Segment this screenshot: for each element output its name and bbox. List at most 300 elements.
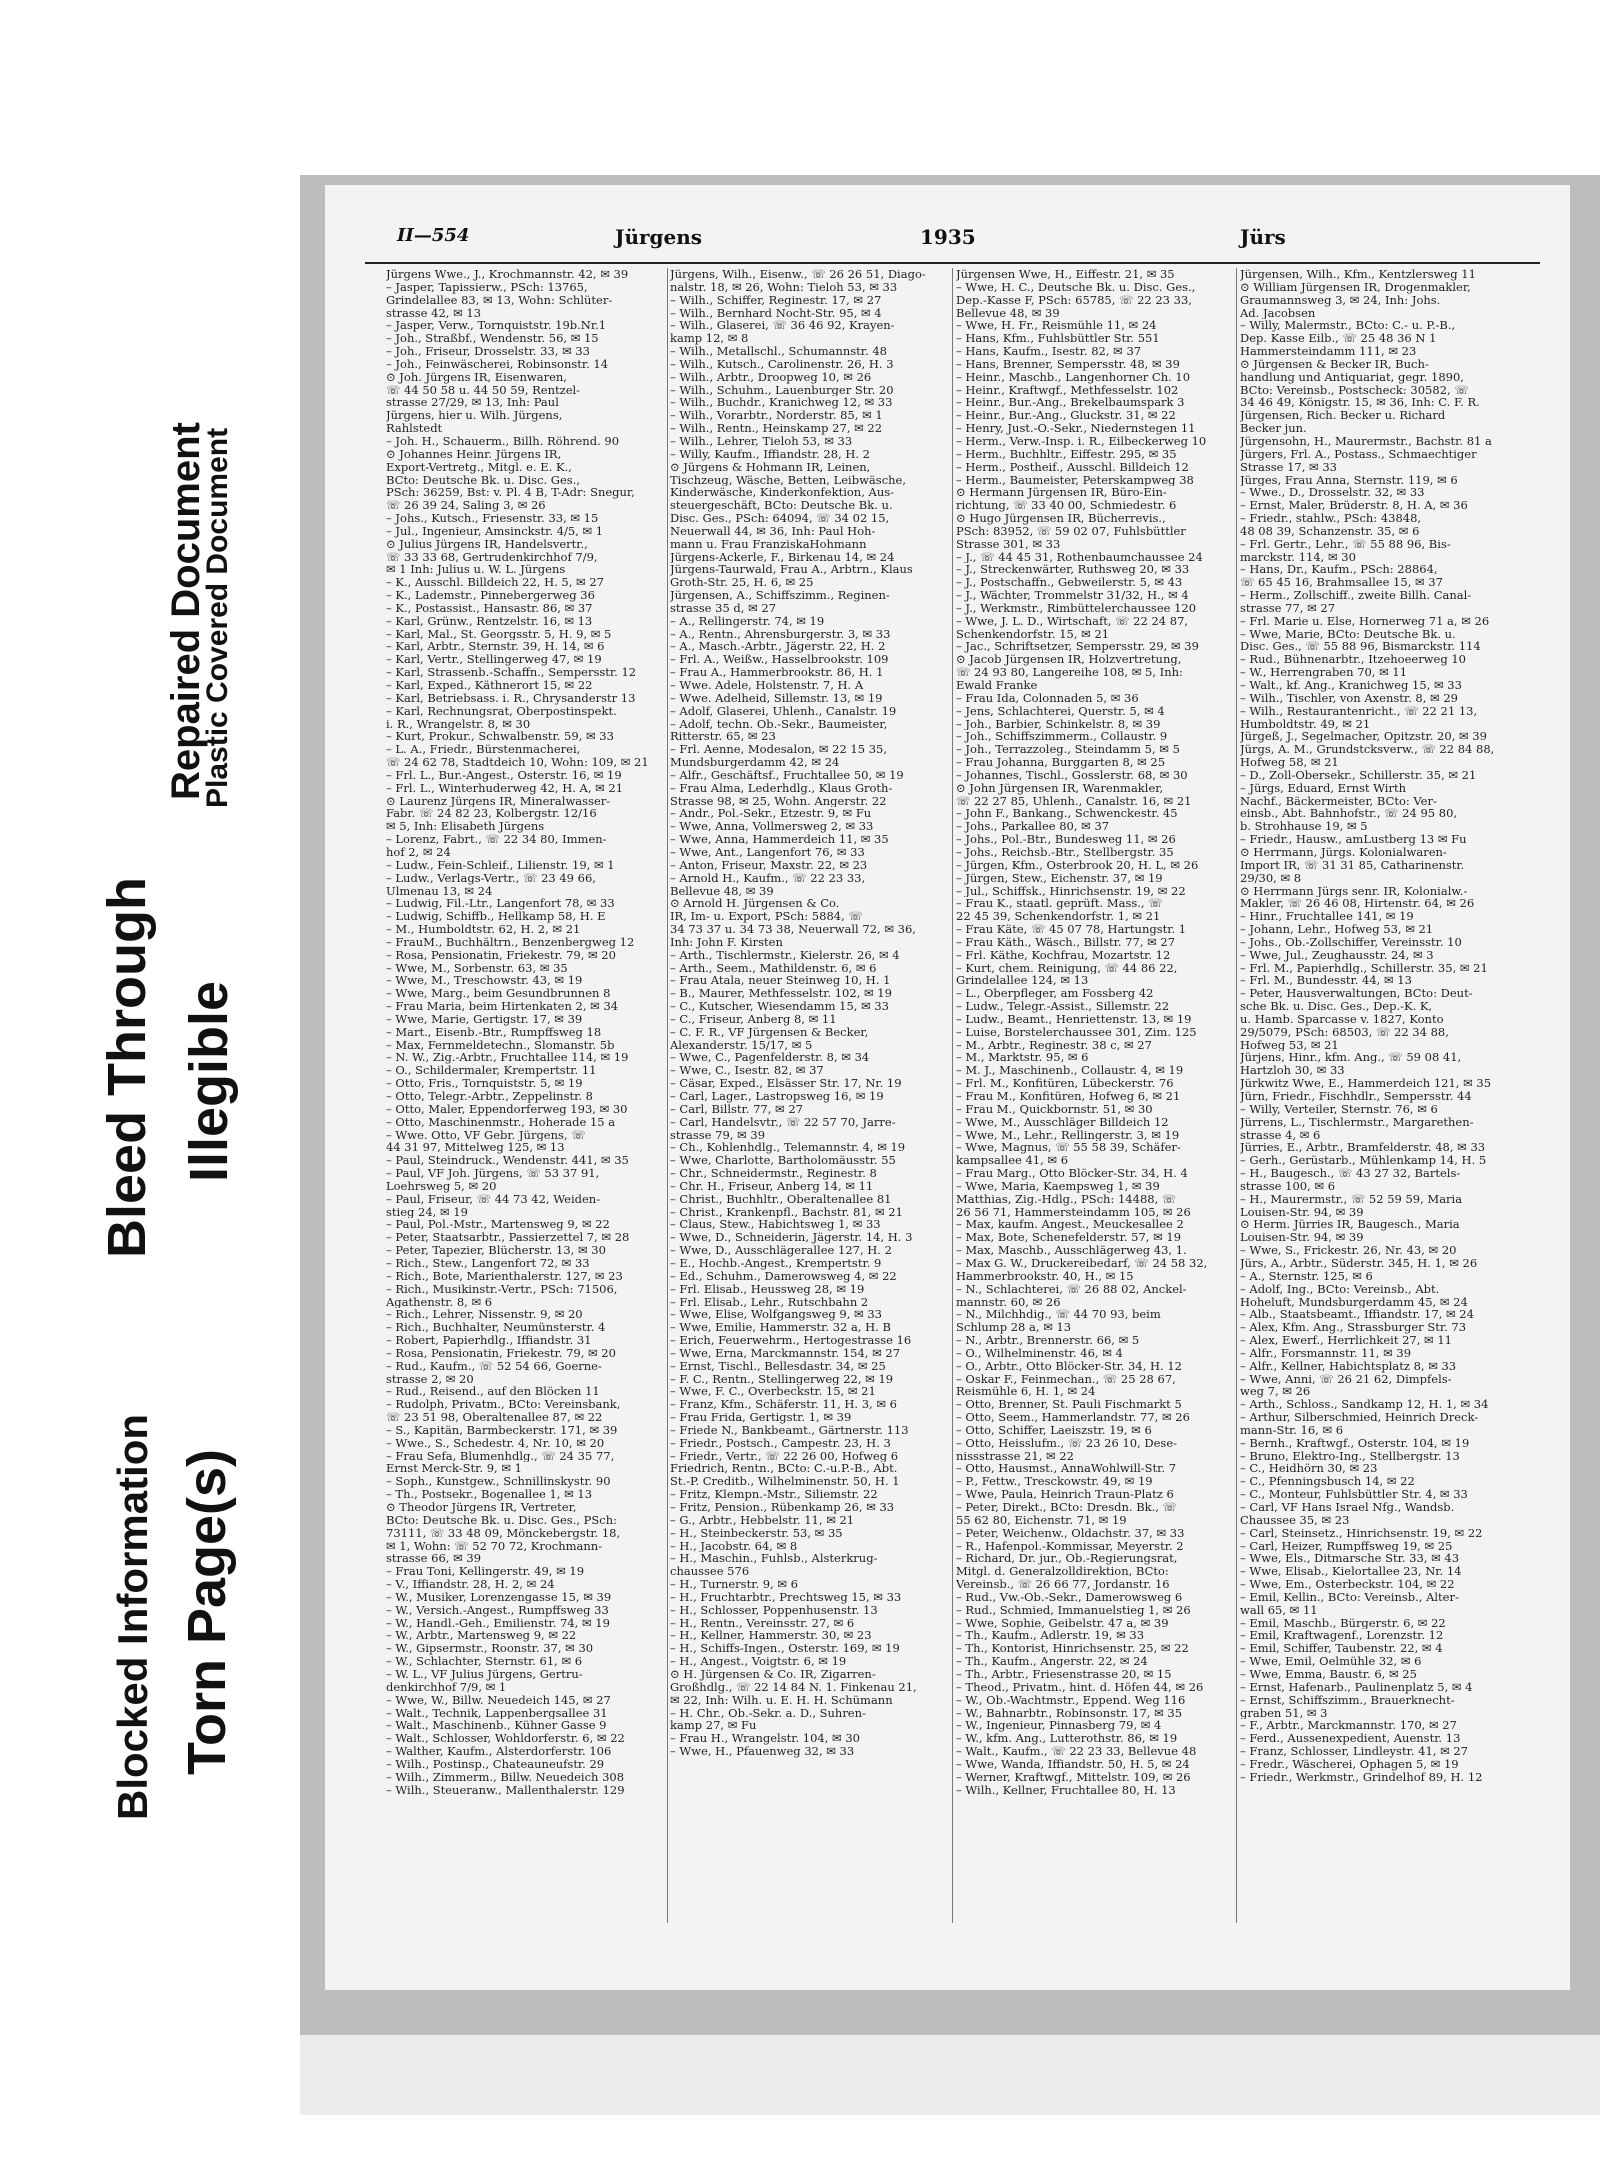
directory-line: ☏ 44 50 58 u. 44 50 59, Rentzel-	[386, 383, 581, 397]
directory-line: – Carl, VF Hans Israel Nfg., Wandsb.	[1240, 1501, 1455, 1514]
directory-line: – Wilh., Postinsp., Chateauneufstr. 29	[386, 1757, 605, 1771]
directory-line: Jürs, A., Arbtr., Süderstr. 345, H. 1, ✉ 26	[1240, 1256, 1478, 1270]
directory-line: ⊙ Laurenz Jürgens IR, Mineralwasser-	[386, 794, 611, 808]
directory-line: 22 45 39, Schenkendorfstr. 1, ✉ 21	[956, 910, 1161, 924]
directory-line: – L. A., Friedr., Bürstenmacherei,	[386, 743, 581, 757]
directory-line: – Gerh., Gerüstarb., Mühlenkamp 14, H. 5	[1240, 1154, 1487, 1168]
directory-line: – C., Heidhörn 30, ✉ 23	[1240, 1462, 1378, 1476]
directory-line: – Otto, Seem., Hammerlandstr. 77, ✉ 26	[956, 1411, 1190, 1424]
directory-line: – Jens, Schlachterei, Querstr. 5, ✉ 4	[956, 704, 1165, 718]
directory-line: Becker jun.	[1240, 422, 1307, 435]
directory-line: nissstrasse 21, ✉ 22	[956, 1449, 1074, 1463]
directory-line: – Wilh., Tischler, von Axenstr. 8, ✉ 29	[1240, 691, 1458, 705]
directory-line: BCto: Deutsche Bk. u. Disc. Ges., PSch:	[386, 1513, 617, 1527]
directory-line: Jürrens, L., Tischlermstr., Margarethen-	[1240, 1115, 1474, 1129]
directory-line: ⊙ Joh. Jürgens IR, Eisenwaren,	[386, 370, 567, 384]
directory-line: ⊙ Hugo Jürgensen IR, Bücherrevis.,	[956, 512, 1166, 525]
directory-line: – Lorenz, Fabrt., ☏ 22 34 80, Immen-	[386, 833, 607, 846]
directory-line: Dep. Kasse Eilb., ☏ 25 48 36 N 1	[1240, 332, 1437, 346]
directory-line: Jürges, Frau Anna, Sternstr. 119, ✉ 6	[1240, 473, 1458, 487]
directory-line: – Anton, Friseur, Maxstr. 22, ✉ 23	[670, 858, 868, 872]
directory-line: – Herm., Baumeister, Peterskampweg 38	[956, 473, 1194, 487]
directory-line: – Kurt, Prokur., Schwalbenstr. 59, ✉ 33	[386, 730, 614, 744]
directory-line: – Wwe., D., Drosselstr. 32, ✉ 33	[1240, 486, 1425, 500]
directory-line: – K., Ausschl. Billdeich 22, H. 5, ✉ 27	[386, 576, 604, 590]
directory-line: mann u. Frau FranziskaHohmann	[670, 537, 867, 551]
directory-line: – Joh., Friseur, Drosselstr. 33, ✉ 33	[386, 345, 590, 358]
directory-line: – Willy, Kaufm., Iffiandstr. 28, H. 2	[670, 447, 871, 461]
directory-line: Schlump 28 a, ✉ 13	[956, 1321, 1072, 1335]
directory-line: i. R., Wrangelstr. 8, ✉ 30	[386, 717, 531, 731]
directory-line: – Luise, Borstelerchaussee 301, Zim. 125	[956, 1025, 1197, 1039]
directory-line: – A., Masch.-Arbtr., Jägerstr. 22, H. 2	[670, 640, 886, 654]
directory-line: – Rich., Lehrer, Nissenstr. 9, ✉ 20	[386, 1308, 583, 1322]
directory-line: – K., Postassist., Hansastr. 86, ✉ 37	[386, 601, 593, 615]
directory-line: – Ludw., Beamt., Henriettenstr. 13, ✉ 19	[956, 1012, 1192, 1026]
directory-line: Louisen-Str. 94, ✉ 39	[1240, 1205, 1364, 1219]
directory-line: – Rud., Reisend., auf den Blöcken 11	[386, 1385, 600, 1399]
directory-line: – M., Arbtr., Reginestr. 38 c, ✉ 27	[956, 1038, 1152, 1052]
directory-line: – Jasper, Verw., Tornquiststr. 19b.Nr.1	[386, 319, 607, 333]
directory-line: – Fritz, Pension., Rübenkamp 26, ✉ 33	[670, 1501, 895, 1514]
directory-line: ☏ 23 51 98, Oberaltenallee 87, ✉ 22	[386, 1411, 603, 1424]
directory-line: – Rich., Bote, Marienthalerstr. 127, ✉ 23	[386, 1269, 623, 1283]
directory-line: kampsallee 41, ✉ 6	[956, 1154, 1069, 1168]
directory-line: graben 51, ✉ 3	[1240, 1706, 1328, 1720]
directory-line: – Karl, Strassenb.-Schaffn., Sempersstr. 12	[386, 666, 637, 679]
directory-line: Jürgensen, Wilh., Kfm., Kentzlersweg 11	[1240, 268, 1476, 281]
directory-line: Jürgeß, J., Segelmacher, Opitzstr. 20, ✉ 39	[1240, 730, 1487, 744]
directory-line: – Henry, Just.-O.-Sekr., Niedernstegen 11	[956, 422, 1196, 435]
directory-line: – Arth., Tischlermstr., Kielerstr. 26, ✉ 4	[670, 948, 900, 962]
directory-line: – Walt., Technik, Lappenbergsallee 31	[386, 1706, 608, 1720]
directory-line: – Max, kaufm. Angest., Meuckesallee 2	[956, 1218, 1184, 1232]
directory-line: – Frau Alma, Lederhdlg., Klaus Groth-	[670, 781, 893, 795]
directory-line: – W., Musiker, Lorenzengasse 15, ✉ 39	[386, 1590, 612, 1604]
directory-line: Loehrsweg 5, ✉ 20	[386, 1179, 497, 1193]
directory-line: – H., Rentn., Vereinsstr. 27, ✉ 6	[670, 1616, 855, 1630]
directory-line: – Wwe, Marie, BCto: Deutsche Bk. u.	[1240, 627, 1456, 641]
directory-line: Makler, ☏ 26 46 08, Hirtenstr. 64, ✉ 26	[1240, 897, 1475, 911]
directory-line: – Wwe, Elise, Wolfgangsweg 9, ✉ 33	[670, 1308, 882, 1322]
directory-line: Jürgensen, A., Schiffszimm., Reginen-	[670, 589, 890, 602]
directory-line: ☏ 33 33 68, Gertrudenkirchhof 7/9,	[386, 550, 598, 564]
directory-line: – Frau Atala, neuer Steinweg 10, H. 1	[670, 974, 891, 988]
directory-line: – Carl, Handelsvtr., ☏ 22 57 70, Jarre-	[670, 1115, 896, 1129]
directory-line: – Peter, Direkt., BCto: Dresdn. Bk., ☏	[956, 1501, 1177, 1514]
directory-line: – Frau H., Wrangelstr. 104, ✉ 30	[670, 1732, 860, 1746]
directory-line: – Th., Kontorist, Hinrichsenstr. 25, ✉ 22	[956, 1642, 1189, 1656]
directory-line: Friedrich, Rentn., BCto: C.-u.P.-B., Abt.	[670, 1462, 898, 1476]
directory-line: – Wwe, M., Ausschläger Billdeich 12	[956, 1115, 1169, 1129]
directory-line: – Frau M., Konfitüren, Hofweg 6, ✉ 21	[956, 1090, 1181, 1103]
directory-line: – Wilh., Buchdr., Kranichweg 12, ✉ 33	[670, 396, 893, 410]
directory-line: – V., Iffiandstr. 28, H. 2, ✉ 24	[386, 1578, 555, 1591]
directory-line: ⊙ Theodor Jürgens IR, Vertreter,	[386, 1501, 577, 1514]
directory-line: – Wwe, H., Pfauenweg 32, ✉ 33	[670, 1745, 855, 1758]
directory-line: – W., Herrengraben 70, ✉ 11	[1240, 666, 1408, 679]
directory-line: – Max, Fernmeldetechn., Slomanstr. 5b	[386, 1038, 615, 1052]
directory-line: – Wilh., Vorarbtr., Norderstr. 85, ✉ 1	[670, 409, 883, 423]
directory-line: – C., Kutscher, Wiesendamm 15, ✉ 33	[670, 1000, 889, 1013]
directory-line: – Wwe, Em., Osterbeckstr. 104, ✉ 22	[1240, 1578, 1455, 1591]
directory-line: – Max, Bote, Schenefelderstr. 57, ✉ 19	[956, 1231, 1182, 1245]
directory-line: Alexanderstr. 15/17, ✉ 5	[670, 1038, 813, 1052]
directory-line: – Frau M., Quickbornstr. 51, ✉ 30	[956, 1102, 1153, 1116]
directory-line: – Wwe, Anni, ☏ 26 21 62, Dimpfels-	[1240, 1372, 1452, 1386]
directory-line: – Wwe, Marg., beim Gesundbrunnen 8	[386, 987, 611, 1001]
directory-line: – Jasper, Tapissierw., PSch: 13765,	[386, 280, 588, 294]
directory-line: – Karl, Rechnungsrat, Oberpostinspekt.	[386, 704, 617, 718]
directory-line: Jürries, E., Arbtr., Bramfelderstr. 48, ✉ 33	[1240, 1141, 1486, 1155]
directory-line: ⊙ Jacob Jürgensen IR, Holzvertretung,	[956, 653, 1182, 667]
directory-line: Schenkendorfstr. 15, ✉ 21	[956, 627, 1110, 641]
directory-line: Jürgens Wwe., J., Krochmannstr. 42, ✉ 39	[386, 268, 629, 281]
directory-line: – H., Turnerstr. 9, ✉ 6	[670, 1578, 798, 1591]
directory-line: 34 73 37 u. 34 73 38, Neuerwall 72, ✉ 36,	[670, 923, 916, 936]
directory-line: – H., Steinbeckerstr. 53, ✉ 35	[670, 1526, 843, 1540]
directory-line: – Jac., Schriftsetzer, Sempersstr. 29, ✉ 39	[956, 640, 1199, 654]
directory-line: – Wilh., Kutsch., Carolinenstr. 26, H. 3	[670, 357, 894, 371]
directory-line: – Andr., Pol.-Sekr., Etzestr. 9, ✉ Fu	[670, 807, 872, 821]
column-divider	[952, 268, 953, 1923]
directory-line: – Jürgen, Kfm., Osterbrook 20, H. L, ✉ 26	[956, 858, 1199, 872]
directory-line: – W., kfm. Ang., Lutterothstr. 86, ✉ 19	[956, 1732, 1178, 1746]
directory-line: – O., Wilhelminenstr. 46, ✉ 4	[956, 1346, 1123, 1360]
directory-line: – Adolf, Ing., BCto: Vereinsb., Abt.	[1240, 1282, 1440, 1296]
directory-line: – H., Schiffs-Ingen., Osterstr. 169, ✉ 19	[670, 1642, 900, 1656]
directory-line: – Friede N., Bankbeamt., Gärtnerstr. 113	[670, 1423, 909, 1437]
directory-line: – Wilh., Schuhm., Lauenburger Str. 20	[670, 383, 894, 397]
directory-line: – Wwe, M., Lehr., Rellingerstr. 3, ✉ 19	[956, 1128, 1180, 1142]
directory-line: – Frl. M., Konfitüren, Lübeckerstr. 76	[956, 1077, 1174, 1090]
directory-line: – Theod., Privatm., hint. d. Höfen 44, ✉ 26	[956, 1680, 1204, 1694]
label-illegible: Illegible	[179, 980, 239, 1182]
directory-line: Jürgs, A. M., Grundstcksverw., ☏ 22 84 88,	[1240, 743, 1495, 757]
directory-line: – W., Ob.-Wachtmstr., Eppend. Weg 116	[956, 1693, 1186, 1707]
header-rule	[365, 262, 1540, 264]
directory-line: – Rich., Musikinstr.-Vertr., PSch: 71506,	[386, 1282, 618, 1296]
column-3	[956, 268, 1234, 1928]
directory-line: Jürgensen, Rich. Becker u. Richard	[1240, 409, 1446, 423]
directory-line: Hofweg 58, ✉ 21	[1240, 756, 1339, 769]
directory-line: – Heinr., Maschb., Langenhorner Ch. 10	[956, 370, 1191, 384]
directory-line: – Hans, Kaufm., Isestr. 82, ✉ 37	[956, 345, 1142, 358]
directory-line: – W., Bahnarbtr., Robinsonstr. 17, ✉ 35	[956, 1706, 1183, 1720]
directory-line: – Peter, Staatsarbtr., Passierzettel 7, ✉ 28	[386, 1231, 630, 1245]
directory-line: – P., Fettw., Tresckowstr. 49, ✉ 19	[956, 1475, 1153, 1489]
directory-line: ☏ 22 27 85, Uhlenh., Canalstr. 16, ✉ 21	[956, 794, 1192, 808]
directory-line: chaussee 576	[670, 1565, 750, 1579]
directory-line: – Ch., Kohlenhdlg., Telemannstr. 4, ✉ 19	[670, 1141, 906, 1155]
directory-line: – W., Arbtr., Martensweg 9, ✉ 22	[386, 1629, 577, 1643]
directory-line: 29/5079, PSch: 68503, ☏ 22 34 88,	[1240, 1025, 1449, 1039]
directory-line: – John F., Bankang., Schwenckestr. 45	[956, 807, 1178, 821]
directory-line: – Alb., Staatsbeamt., Iffiandstr. 17, ✉ 24	[1240, 1308, 1474, 1322]
directory-line: – A., Sternstr. 125, ✉ 6	[1240, 1269, 1373, 1283]
directory-line: – Rich., Stew., Langenfort 72, ✉ 33	[386, 1256, 590, 1270]
directory-line: Matthias, Zig.-Hdlg., PSch: 14488, ☏	[956, 1192, 1177, 1206]
directory-line: – Frl. Elisab., Heussweg 28, ✉ 19	[670, 1282, 865, 1296]
directory-line: – Frau Käte, ☏ 45 07 78, Hartungstr. 1	[956, 923, 1187, 936]
annotation-labels	[0, 0, 340, 2177]
directory-line: – Wilh., Arbtr., Droopweg 10, ✉ 26	[670, 370, 872, 384]
directory-line: – Wwe, Magnus, ☏ 55 58 39, Schäfer-	[956, 1141, 1181, 1155]
directory-line: BCto: Vereinsb., Postscheck: 30582, ☏	[1240, 383, 1469, 397]
directory-line: ✉ 22, Inh: Wilh. u. E. H. H. Schümann	[670, 1693, 893, 1707]
page-edge-shadow	[300, 2035, 1600, 2115]
directory-line: – Paul, VF Joh. Jürgens, ☏ 53 37 91,	[386, 1167, 600, 1180]
directory-line: – B., Maurer, Methfesselstr. 102, ✉ 19	[670, 987, 892, 1001]
directory-line: – F., Arbtr., Marckmannstr. 170, ✉ 27	[1240, 1719, 1457, 1733]
directory-line: – Wwe, Anna, Hammerdeich 11, ✉ 35	[670, 833, 889, 846]
directory-line: – Frl. L., Winterhuderweg 42, H. A, ✉ 21	[386, 781, 624, 795]
directory-line: – Joh., Terrazzoleg., Steindamm 5, ✉ 5	[956, 743, 1180, 757]
directory-line: – Hans, Dr., Kaufm., PSch: 28864,	[1240, 563, 1438, 577]
directory-line: – Rud., Vw.-Ob.-Sekr., Damerowsweg 6	[956, 1590, 1183, 1604]
directory-line: – S., Kapitän, Barmbeckerstr. 171, ✉ 39	[386, 1423, 618, 1437]
directory-line: – Jürgs, Eduard, Ernst Wirth	[1240, 781, 1406, 795]
directory-line: – Adolf, Glaserei, Uhlenh., Canalstr. 19	[670, 704, 897, 718]
directory-line: – H., Jacobstr. 64, ✉ 8	[670, 1539, 798, 1553]
directory-line: – Frau Maria, beim Hirtenkaten 2, ✉ 34	[386, 1000, 619, 1013]
directory-line: sche Bk. u. Disc. Ges., Dep.-K. K,	[1240, 1000, 1433, 1013]
label-plastic-covered-document: Plastic Covered Document	[201, 427, 234, 808]
directory-line: – Alfr., Geschäftsf., Fruchtallee 50, ✉ 19	[670, 768, 904, 782]
directory-line: strasse 77, ✉ 27	[1240, 601, 1336, 615]
directory-line: – A., Rentn., Ahrensburgerstr. 3, ✉ 33	[670, 627, 891, 641]
directory-line: – Th., Arbtr., Friesenstrasse 20, ✉ 15	[956, 1667, 1172, 1681]
directory-line: – Friedr., Hausw., amLustberg 13 ✉ Fu	[1240, 833, 1467, 846]
directory-line: – O., Arbtr., Otto Blöcker-Str. 34, H. 12	[956, 1359, 1182, 1373]
directory-line: – Heinr., Bur.-Ang., Brekelbaumspark 3	[956, 396, 1185, 410]
directory-line: – Frau Sefa, Blumenhdlg., ☏ 24 35 77,	[386, 1449, 615, 1463]
directory-line: denkirchhof 7/9, ✉ 1	[386, 1680, 507, 1694]
directory-line: – Herm., Zollschiff., zweite Billh. Canal-	[1240, 589, 1472, 602]
directory-line: – Hans, Kfm., Fuhlsbüttler Str. 551	[956, 332, 1160, 346]
directory-line: strasse 35 d, ✉ 27	[670, 601, 777, 615]
directory-line: kamp 27, ✉ Fu	[670, 1719, 757, 1733]
directory-line: Großhdlg., ☏ 22 14 84 N. 1. Finkenau 21,	[670, 1680, 917, 1694]
directory-line: – Otto, Maschinenmstr., Hoherade 15 a	[386, 1115, 616, 1129]
directory-line: Jürgens-Ackerle, F., Birkenau 14, ✉ 24	[670, 550, 895, 564]
directory-line: ☏ 24 62 78, Stadtdeich 10, Wohn: 109, ✉ 21	[386, 756, 649, 769]
directory-line: – Wwe, Els., Ditmarsche Str. 33, ✉ 43	[1240, 1552, 1460, 1566]
directory-line: – W., Gipsermstr., Roonstr. 37, ✉ 30	[386, 1642, 594, 1656]
directory-line: – Friedr., Werkmstr., Grindelhof 89, H. 12	[1240, 1770, 1483, 1784]
directory-line: – Walt., Kaufm., ☏ 22 23 33, Bellevue 48	[956, 1745, 1197, 1758]
directory-line: – Hinr., Fruchtallee 141, ✉ 19	[1240, 910, 1414, 924]
directory-line: – Heinr., Bur.-Ang., Gluckstr. 31, ✉ 22	[956, 409, 1176, 423]
directory-line: – Claus, Stew., Habichtsweg 1, ✉ 33	[670, 1218, 881, 1232]
directory-line: Jürgers, Frl. A., Postass., Schmaechtiger	[1240, 447, 1477, 461]
directory-line: – Frl. Käthe, Kochfrau, Mozartstr. 12	[956, 948, 1171, 962]
directory-line: – Karl, Grünw., Rentzelstr. 16, ✉ 13	[386, 614, 593, 628]
directory-line: hof 2, ✉ 24	[386, 845, 451, 859]
directory-line: – Joh., Schiffszimmerm., Collaustr. 9	[956, 730, 1168, 744]
directory-line: ☏ 24 93 80, Langereihe 108, ✉ 5, Inh:	[956, 666, 1183, 679]
directory-line: – Otto, Brenner, St. Pauli Fischmarkt 5	[956, 1398, 1182, 1412]
directory-line: – K., Lademstr., Pinnebergerweg 36	[386, 589, 595, 602]
directory-line: – Cäsar, Exped., Elsässer Str. 17, Nr. 19	[670, 1077, 902, 1090]
directory-line: – J., Postschaffn., Gebweilerstr. 5, ✉ 43	[956, 576, 1183, 590]
directory-line: steuergeschäft, BCto: Deutsche Bk. u.	[670, 499, 893, 513]
directory-line: – Joh. H., Schauerm., Billh. Röhrend. 90	[386, 434, 620, 448]
directory-line: – Wwe, Paula, Heinrich Traun-Platz 6	[956, 1488, 1174, 1501]
directory-line: Jürjens, Hinr., kfm. Ang., ☏ 59 08 41,	[1240, 1051, 1462, 1065]
directory-line: ✉ 1 Inh: Julius u. W. L. Jürgens	[386, 563, 566, 577]
directory-line: PSch: 83952, ☏ 59 02 07, Fuhlsbüttler	[956, 524, 1186, 538]
directory-line: – Werner, Kraftwgf., Mittelstr. 109, ✉ 26	[956, 1770, 1191, 1784]
directory-line: Jürn, Friedr., Fischhdlr., Sempersstr. 44	[1240, 1090, 1472, 1103]
label-torn-pages: Torn Page(s)	[177, 1448, 237, 1775]
directory-line: ✉ 1, Wohn: ☏ 52 70 72, Krochmann-	[386, 1539, 603, 1553]
directory-line: Rahlstedt	[386, 422, 443, 435]
directory-line: – Herm., Verw.-Insp. i. R., Eilbeckerweg 10	[956, 434, 1207, 448]
directory-line: – F. C., Rentn., Stellingerweg 22, ✉ 19	[670, 1372, 894, 1386]
directory-line: – Frl. L., Bur.-Angest., Osterstr. 16, ✉ 19	[386, 768, 622, 782]
directory-line: kamp 12, ✉ 8	[670, 332, 749, 346]
directory-line: einsb., Abt. Bahnhofstr., ☏ 24 95 80,	[1240, 807, 1458, 821]
directory-line: – Karl, Betriebsass. i. R., Chrysanderstr 13	[386, 691, 636, 705]
directory-line: – Erich, Feuerwehrm., Hertogestrasse 16	[670, 1334, 912, 1347]
directory-line: – Wilh., Kellner, Fruchtallee 80, H. 13	[956, 1783, 1176, 1797]
directory-line: strasse 2, ✉ 20	[386, 1372, 474, 1386]
directory-line: – Richard, Dr. jur., Ob.-Regierungsrat,	[956, 1552, 1178, 1566]
directory-line: ⊙ Herm. Jürries IR, Baugesch., Maria	[1240, 1218, 1460, 1232]
directory-line: – Johs., Ob.-Zollschiffer, Vereinsstr. 10	[1240, 935, 1462, 949]
directory-line: handlung und Antiquariat, gegr. 1890,	[1240, 370, 1464, 384]
directory-line: – Frau Toni, Kellingerstr. 49, ✉ 19	[386, 1565, 585, 1579]
directory-line: – Jürgen, Stew., Eichenstr. 37, ✉ 19	[956, 871, 1163, 885]
directory-line: – W., Handl.-Geh., Emilienstr. 74, ✉ 19	[386, 1616, 610, 1630]
directory-line: Vereinsb., ☏ 26 66 77, Jordanstr. 16	[956, 1578, 1170, 1591]
directory-line: 34 46 49, Königstr. 15, ✉ 36, Inh: C. F. R.	[1240, 396, 1480, 410]
directory-line: – G., Arbtr., Hebbelstr. 11, ✉ 21	[670, 1513, 855, 1527]
directory-line: stieg 24, ✉ 19	[386, 1205, 468, 1219]
directory-line: – Wwe, Marie, Gertigstr. 17, ✉ 39	[386, 1012, 583, 1026]
directory-line: Bellevue 48, ✉ 39	[956, 306, 1060, 320]
directory-line: – Th., Kaufm., Angerstr. 22, ✉ 24	[956, 1655, 1148, 1668]
directory-line: ⊙ Jürgens & Hohmann IR, Leinen,	[670, 460, 871, 474]
directory-line: – L., Oberpfleger, am Fossberg 42	[956, 987, 1154, 1001]
directory-line: Inh: John F. Kirsten	[670, 935, 783, 949]
directory-line: – J., ☏ 44 45 31, Rothenbaumchaussee 24	[956, 550, 1203, 564]
directory-line: – Wwe, M., Sorbenstr. 63, ✉ 35	[386, 961, 568, 975]
directory-line: Jürgens, Wilh., Eisenw., ☏ 26 26 51, Diago-	[670, 268, 926, 281]
directory-line: – Frau Frida, Gertigstr. 1, ✉ 39	[670, 1411, 852, 1424]
directory-line: – Fredr., Wäscherei, Ophagen 5, ✉ 19	[1240, 1757, 1459, 1771]
directory-line: Mundsburgerdamm 42, ✉ 24	[670, 756, 840, 769]
directory-line: – H., Baugesch., ☏ 43 27 32, Bartels-	[1240, 1167, 1461, 1180]
directory-line: – W., Schlachter, Sternstr. 61, ✉ 6	[386, 1655, 583, 1668]
directory-line: ☏ 26 39 24, Saling 3, ✉ 26	[386, 499, 546, 513]
directory-line: – W., Ingenieur, Pinnasberg 79, ✉ 4	[956, 1719, 1162, 1733]
directory-line: ⊙ Hermann Jürgensen IR, Büro-Ein-	[956, 486, 1167, 500]
directory-line: – Friedr., Postsch., Campestr. 23, H. 3	[670, 1436, 891, 1450]
directory-line: – Heinr., Kraftwgf., Methfesselstr. 102	[956, 383, 1179, 397]
directory-line: – Wilh., Steueranw., Mallenthalerstr. 129	[386, 1783, 625, 1797]
directory-line: Tischzeug, Wäsche, Betten, Leibwäsche,	[670, 473, 906, 487]
directory-line: – Bruno, Elektro-Ing., Stellbergstr. 13	[1240, 1449, 1460, 1463]
directory-line: – Otto, Fris., Tornquiststr. 5, ✉ 19	[386, 1077, 583, 1090]
directory-line: nalstr. 18, ✉ 26, Wohn: Tieloh 53, ✉ 33	[670, 280, 898, 294]
directory-line: – M., Marktstr. 95, ✉ 6	[956, 1051, 1089, 1065]
directory-line: – Arth., Schloss., Sandkamp 12, H. 1, ✉ 34	[1240, 1398, 1489, 1412]
directory-line: – J., Streckenwärter, Ruthsweg 20, ✉ 33	[956, 563, 1190, 577]
directory-line: – Paul, Friseur, ☏ 44 73 42, Weiden-	[386, 1192, 601, 1206]
directory-line: – Emil, Kraftwagenf., Lorenzstr. 12	[1240, 1629, 1444, 1643]
directory-line: – Arth., Seem., Mathildenstr. 6, ✉ 6	[670, 961, 877, 975]
directory-line: Hammerbrookstr. 40, H., ✉ 15	[956, 1269, 1134, 1283]
year-heading: 1935	[920, 225, 976, 249]
directory-line: – Walt., kf. Ang., Kranichweg 15, ✉ 33	[1240, 679, 1462, 692]
directory-line: Jürkwitz Wwe, E., Hammerdeich 121, ✉ 35	[1240, 1077, 1492, 1090]
directory-line: – Wwe, Emma, Baustr. 6, ✉ 25	[1240, 1667, 1417, 1681]
directory-line: – Wwe, Jul., Zeughausstr. 24, ✉ 3	[1240, 948, 1434, 962]
directory-line: strasse 27/29, ✉ 13, Inh: Paul	[386, 396, 559, 410]
directory-line: – Frl. Gertr., Lehr., ☏ 55 88 96, Bis-	[1240, 537, 1451, 551]
directory-line: – Johs., Pol.-Btr., Bundesweg 11, ✉ 26	[956, 833, 1176, 846]
directory-line: Hoheluft, Mundsburgerdamm 45, ✉ 24	[1240, 1295, 1468, 1309]
directory-line: Hofweg 53, ✉ 21	[1240, 1038, 1339, 1052]
directory-line: – Otto, Heisslufm., ☏ 23 26 10, Dese-	[956, 1436, 1178, 1450]
directory-line: – Wilh., Glaserei, ☏ 36 46 92, Krayen-	[670, 319, 895, 333]
directory-line: 29/30, ✉ 8	[1240, 871, 1302, 885]
directory-line: – Rosa, Pensionatin, Friekestr. 79, ✉ 20	[386, 1346, 616, 1360]
directory-line: – Johs., Kutsch., Friesenstr. 33, ✉ 15	[386, 512, 599, 525]
directory-line: Import IR, ☏ 31 31 85, Catharinenstr.	[1240, 858, 1465, 872]
directory-line: mann-Str. 16, ✉ 6	[1240, 1423, 1344, 1437]
directory-line: – Kurt, chem. Reinigung, ☏ 44 86 22,	[956, 961, 1178, 975]
directory-line: – Wilh., Zimmerm., Billw. Neuedeich 308	[386, 1770, 625, 1784]
directory-line: – Peter, Weichenw., Oldachstr. 37, ✉ 33	[956, 1526, 1185, 1540]
directory-line: – Frau A., Hammerbrookstr. 86, H. 1	[670, 666, 884, 679]
page-number: II—554	[397, 225, 470, 246]
directory-line: – J., Werkmstr., Rimbüttelerchaussee 120	[956, 601, 1197, 615]
directory-line: – Wwe, S., Frickestr. 26, Nr. 43, ✉ 20	[1240, 1244, 1457, 1257]
directory-line: – Wilh., Lehrer, Tieloh 53, ✉ 33	[670, 434, 853, 448]
directory-line: – M., Humboldtstr. 62, H. 2, ✉ 21	[386, 923, 581, 936]
directory-line: – Chr., Schneidermstr., Reginestr. 8	[670, 1167, 877, 1180]
directory-line: ⊙ Johannes Heinr. Jürgens IR,	[386, 447, 562, 461]
directory-line: ⊙ Arnold H. Jürgensen & Co.	[670, 897, 840, 911]
directory-line: – A., Rellingerstr. 74, ✉ 19	[670, 614, 825, 628]
directory-line: Dep.-Kasse F, PSch: 65785, ☏ 22 23 33,	[956, 293, 1192, 307]
directory-line: – O., Schildermaler, Krempertstr. 11	[386, 1064, 597, 1078]
directory-line: – Soph., Kunstgew., Schnillinskystr. 90	[386, 1475, 611, 1489]
directory-line: – Alfr., Forsmannstr. 11, ✉ 39	[1240, 1346, 1412, 1360]
directory-line: ⊙ William Jürgensen IR, Drogenmakler,	[1240, 280, 1471, 294]
directory-line: – Wwe, Ant., Langenfort 76, ✉ 33	[670, 845, 865, 859]
directory-line: Disc. Ges., PSch: 64094, ☏ 34 02 15,	[670, 512, 890, 525]
directory-line: – Paul, Steindruck., Wendenstr. 441, ✉ 35	[386, 1154, 629, 1168]
directory-line: Disc. Ges., ☏ 55 88 96, Bismarckstr. 114	[1240, 640, 1481, 654]
directory-line: – Emil, Schiffer, Taubenstr. 22, ✉ 4	[1240, 1642, 1443, 1656]
directory-line: – Wwe, D., Schneiderin, Jägerstr. 14, H. 3	[670, 1231, 913, 1245]
directory-line: – FrauM., Buchhältrn., Benzenbergweg 12	[386, 935, 635, 949]
directory-line: – Walt., Maschinenb., Kühner Gasse 9	[386, 1719, 607, 1733]
directory-line: – Peter, Tapezier, Blücherstr. 13, ✉ 30	[386, 1244, 606, 1257]
directory-line: – Ernst, Tischl., Bellesdastr. 34, ✉ 25	[670, 1359, 886, 1373]
directory-line: – Oskar F., Feinmechan., ☏ 25 28 67,	[956, 1372, 1176, 1386]
directory-line: Ad. Jacobsen	[1240, 306, 1316, 320]
directory-line: wall 65, ✉ 11	[1240, 1603, 1318, 1617]
directory-line: – Ludwig, Fil.-Ltr., Langenfort 78, ✉ 33	[386, 897, 615, 911]
directory-line: – H., Angest., Voigtstr. 6, ✉ 19	[670, 1655, 847, 1668]
left-heading: Jürgens	[615, 225, 703, 249]
directory-line: – Joh., Barbier, Schinkelstr. 8, ✉ 39	[956, 717, 1161, 731]
